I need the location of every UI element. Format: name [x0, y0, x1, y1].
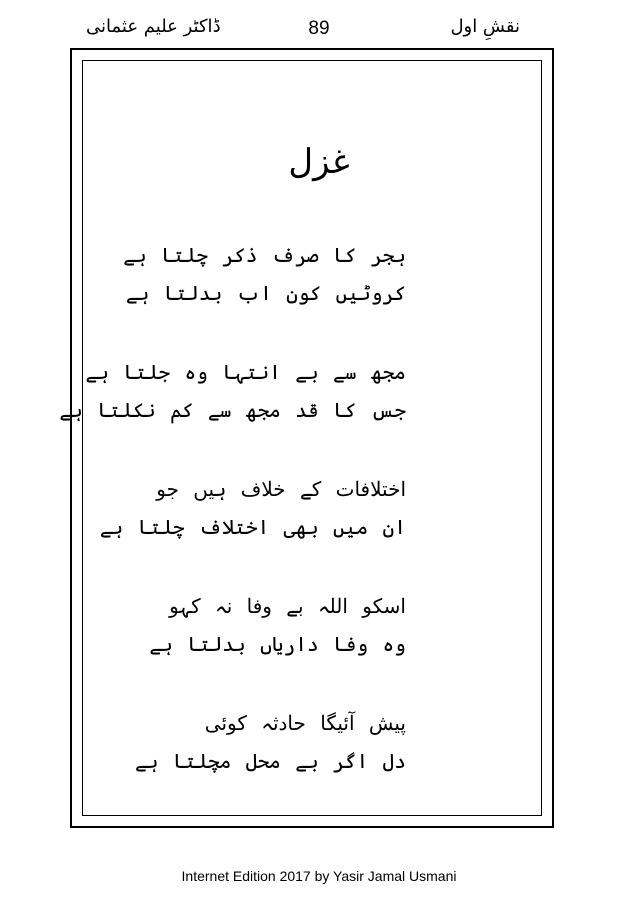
verse-line: مجھ سے بے انتہا وہ جلتا ہے [85, 360, 406, 384]
verse-line: اسکو اللہ بے وفا نہ کہو [169, 594, 406, 618]
verse-line: دل اگر بے محل مچلتا ہے [134, 749, 406, 773]
verse-line: جس کا قد مجھ سے کم نکلتا ہے [59, 398, 406, 422]
stanza [134, 704, 406, 780]
verse-line: پیش آئیگا حادثہ کوئی [204, 711, 406, 735]
footer-credit: Internet Edition 2017 by Yasir Jamal Usmani [181, 868, 457, 884]
stanza [123, 236, 406, 312]
verse-line: اختلافات کے خلاف ہیں جو [156, 477, 406, 501]
stanza [146, 587, 406, 663]
verse-line: وہ وفا داریاں بدلتا ہے [149, 632, 406, 656]
verse-line: ہجر کا صرف ذکر چلتا ہے [123, 243, 406, 267]
author-name: ڈاکٹر علیم عثمانی [86, 16, 221, 37]
book-title: نقشِ اول [450, 16, 520, 37]
poem-title: غزل [288, 142, 350, 182]
verse-line: کروٹیں کون اب بدلتا ہے [125, 281, 406, 305]
stanza [99, 470, 406, 546]
page-number: 89 [308, 18, 330, 39]
verse-line: ان میں بھی اختلاف چلتا ہے [99, 515, 406, 539]
poem-body [59, 236, 406, 821]
stanza [59, 353, 406, 429]
